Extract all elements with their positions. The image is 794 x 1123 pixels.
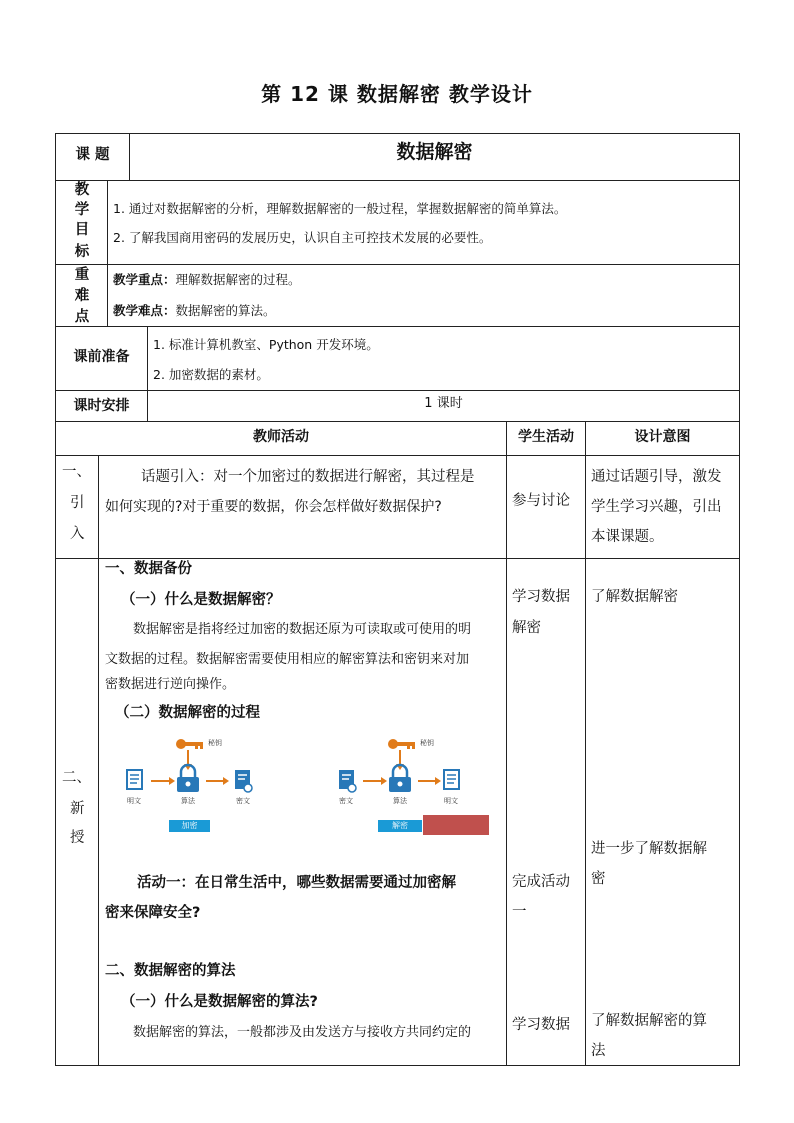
s2-intent3-line2: 法 <box>591 1043 606 1059</box>
s2-heading2: 二、数据解密的算法 <box>105 963 236 979</box>
encrypt-key-label: 秘钥 <box>208 739 222 747</box>
s2-para3: 数据解密的算法，一般都涉及由发送方与接收方共同约定的 <box>133 1025 472 1040</box>
objective-item-1: 1. 通过对数据解密的分析，理解数据解密的一般过程，掌握数据解密的简单算法。 <box>113 201 567 216</box>
s2-intent2-line1: 进一步了解数据解 <box>591 841 707 857</box>
s2-activity-line2: 密来保障安全? <box>105 905 201 921</box>
objectives-label-4: 标 <box>74 244 90 260</box>
decrypt-cipher-label: 密文 <box>339 797 353 805</box>
encrypt-button-label: 加密 <box>169 820 210 832</box>
s2-student2-line1: 完成活动 <box>512 874 570 890</box>
arrow-right-icon <box>418 777 441 785</box>
focus-line <box>113 272 301 288</box>
locked-document-icon <box>339 770 356 792</box>
encrypt-diagram <box>118 733 278 838</box>
decrypt-diagram <box>330 733 495 838</box>
objectives-label-3: 目 <box>74 222 90 238</box>
s1-teacher-line1: 话题引入：对一个加密过的数据进行解密，其过程是 <box>141 469 475 485</box>
s2-student1-line1: 学习数据 <box>512 589 570 605</box>
col-intent-header: 设计意图 <box>634 429 691 445</box>
s1-intent-3: 本课课题。 <box>591 529 664 545</box>
focus-label: 教学重点： <box>113 272 176 287</box>
prep-item-2: 2. 加密数据的素材。 <box>153 367 269 382</box>
s2-intent3-line1: 了解数据解密的算 <box>591 1013 707 1029</box>
s1-label-2: 引 <box>70 495 85 511</box>
difficulty-line <box>113 303 276 319</box>
s2-sub3: （一）什么是数据解密的算法? <box>121 994 318 1010</box>
s2-label-1: 二、 <box>62 770 91 786</box>
s2-para1-line2: 文数据的过程。数据解密需要使用相应的解密算法和密钥来对加 <box>105 652 470 667</box>
red-overlay-block <box>423 815 489 835</box>
arrow-down-icon <box>396 750 404 770</box>
encrypt-algo-label: 算法 <box>181 797 195 805</box>
focus-text: 理解数据解密的过程。 <box>175 272 301 287</box>
col-teacher-header: 教师活动 <box>253 429 309 445</box>
objectives-label-2: 学 <box>74 202 90 218</box>
keypoints-label-1: 重 <box>74 267 90 283</box>
document-icon <box>444 770 459 789</box>
keypoints-label-2: 难 <box>74 288 90 304</box>
prep-label: 课前准备 <box>73 349 130 365</box>
s2-student1-line2: 解密 <box>512 620 541 636</box>
col-student-header: 学生活动 <box>518 429 574 445</box>
s1-intent-2: 学生学习兴趣，引出 <box>591 499 722 515</box>
document-icon <box>127 770 142 789</box>
s1-label-3: 入 <box>70 526 85 542</box>
s2-label-2: 新 <box>70 801 85 817</box>
document-title: 第 12 课 数据解密 教学设计 <box>261 82 533 106</box>
schedule-value: 1 课时 <box>424 396 463 411</box>
s2-intent-cell <box>585 558 740 1066</box>
arrow-right-icon <box>363 777 387 785</box>
topic-label: 课 题 <box>75 147 110 163</box>
prep-item-1: 1. 标准计算机教室、Python 开发环境。 <box>153 337 379 352</box>
decrypt-button-label: 解密 <box>378 820 422 832</box>
difficulty-label: 教学难点： <box>113 303 176 318</box>
s2-para1-line1: 数据解密是指将经过加密的数据还原为可读取或可使用的明 <box>133 622 472 637</box>
arrow-right-icon <box>206 777 229 785</box>
decrypt-plain-label: 明文 <box>444 797 458 805</box>
topic-value: 数据解密 <box>396 141 473 163</box>
key-icon <box>176 739 203 749</box>
objectives-label-1: 教 <box>74 182 90 198</box>
s2-intent2-line2: 密 <box>591 871 606 887</box>
s1-intent-1: 通过话题引导，激发 <box>591 469 722 485</box>
objectives-content-cell <box>107 180 740 265</box>
s1-student: 参与讨论 <box>512 493 570 509</box>
s2-para1-line3: 密数据进行逆向操作。 <box>105 677 236 692</box>
s2-student3: 学习数据 <box>512 1017 570 1033</box>
s2-student2-line2: 一 <box>512 904 527 920</box>
s2-heading1: 一、数据备份 <box>105 561 192 577</box>
locked-document-icon <box>235 770 252 792</box>
s2-sub2: （二）数据解密的过程 <box>115 705 260 721</box>
s2-intent1: 了解数据解密 <box>591 589 678 605</box>
s1-label-1: 一、 <box>62 464 91 480</box>
decrypt-algo-label: 算法 <box>393 797 407 805</box>
arrow-down-icon <box>184 750 192 770</box>
s2-sub1: （一）什么是数据解密？ <box>121 592 281 608</box>
s2-activity-line1: 活动一：在日常生活中，哪些数据需要通过加密解 <box>137 875 456 891</box>
difficulty-text: 数据解密的算法。 <box>175 303 276 318</box>
key-icon <box>388 739 415 749</box>
encrypt-plain-label: 明文 <box>127 797 141 805</box>
s1-teacher-line2: 如何实现的?对于重要的数据，你会怎样做好数据保护? <box>105 499 442 515</box>
schedule-label: 课时安排 <box>73 398 130 414</box>
decrypt-key-label: 秘钥 <box>420 739 434 747</box>
keypoints-label-3: 点 <box>74 309 90 325</box>
encrypt-cipher-label: 密文 <box>236 797 250 805</box>
s2-label-3: 授 <box>70 830 85 846</box>
objective-item-2: 2. 了解我国商用密码的发展历史，认识自主可控技术发展的必要性。 <box>113 230 492 245</box>
arrow-right-icon <box>151 777 175 785</box>
